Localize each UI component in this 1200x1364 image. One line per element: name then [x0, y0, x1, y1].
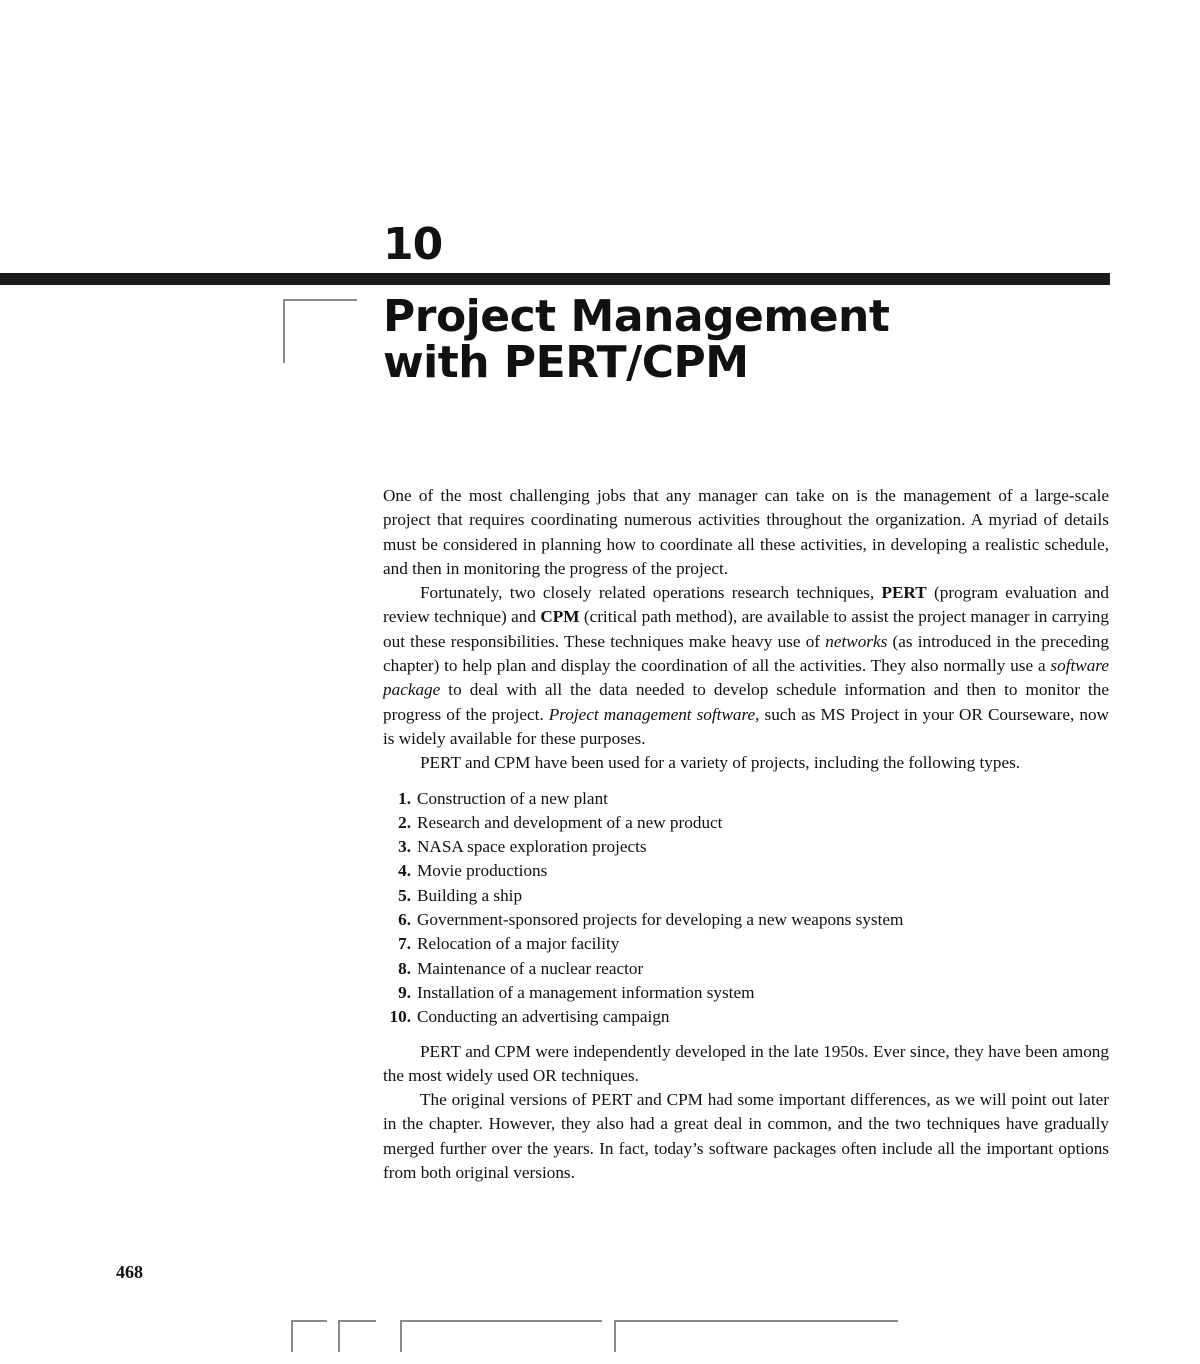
list-item	[383, 908, 1109, 932]
paragraph-pert-cpm	[383, 581, 1109, 751]
list-item-number: 10.	[389, 1007, 411, 1027]
term-networks: networks	[825, 631, 888, 651]
crop-mark	[338, 1320, 376, 1352]
title-corner-mark	[283, 299, 357, 363]
paragraph-intro: One of the most challenging jobs that any manager can take on is the management of a large-scale project that requires coordinating numerous activities throughout the organization. A myriad of details must be considered in planning how to coordinate all these activities, in developing a realistic schedule, and then in monitoring the progress of the project.	[383, 486, 1109, 578]
crop-mark	[400, 1320, 602, 1352]
list-item-number: 4.	[398, 861, 411, 881]
chapter-title-line-2: with PERT/CPM	[383, 337, 749, 388]
text-run: such as MS Project in your OR Courseware, now is widely available for these purposes.	[383, 704, 1109, 748]
list-item-number: 7.	[398, 934, 411, 954]
list-item	[383, 859, 1109, 883]
text-run: (as introduced in the preceding chapter) to help plan and display the coordination of all the activities. They also normally use a	[383, 631, 1109, 676]
list-item-text: Maintenance of a nuclear reactor	[417, 958, 644, 978]
term-pert: PERT	[881, 583, 927, 603]
list-item-text: Conducting an advertising campaign	[417, 1007, 670, 1027]
list-item	[383, 932, 1109, 956]
list-item	[383, 981, 1109, 1005]
list-item-number: 2.	[398, 812, 411, 832]
list-item	[383, 835, 1109, 859]
list-item-number: 3.	[398, 837, 411, 857]
text-run: (program evaluation and review technique) and	[383, 583, 1109, 627]
page-number: 468	[116, 1262, 143, 1282]
list-item-text: Relocation of a major facility	[417, 934, 620, 954]
chapter-number: 10	[383, 219, 443, 270]
list-item-number: 5.	[398, 885, 411, 905]
chapter-title-line-1: Project Management	[383, 291, 890, 342]
list-item-text: Building a ship	[417, 885, 523, 905]
term-project-management-software: Project management software,	[548, 704, 760, 724]
list-item	[383, 811, 1109, 835]
list-item-number: 1.	[398, 788, 411, 808]
list-item-text: Construction of a new plant	[417, 788, 608, 808]
list-item	[383, 957, 1109, 981]
list-item-text: Installation of a management information system	[417, 982, 755, 1002]
paragraph-history: PERT and CPM were independently developed in the late 1950s. Ever since, they have been among the most widely used OR techniques.	[383, 1041, 1109, 1085]
chapter-body	[383, 484, 1109, 1185]
paragraph-uses: PERT and CPM have been used for a variety of projects, including the following types.	[420, 753, 1021, 773]
list-item	[383, 787, 1109, 811]
list-item	[383, 1005, 1109, 1029]
list-item-text: NASA space exploration projects	[417, 837, 647, 857]
list-item-number: 6.	[398, 910, 411, 930]
list-item-number: 8.	[398, 958, 411, 978]
text-run: to deal with all the data needed to develop schedule information and then to monitor the progress of the project.	[383, 680, 1109, 724]
list-item	[383, 884, 1109, 908]
term-cpm: CPM	[540, 607, 580, 627]
list-item-number: 9.	[398, 982, 411, 1002]
crop-mark	[614, 1320, 898, 1352]
chapter-rule	[0, 273, 1110, 285]
chapter-title	[383, 291, 890, 388]
list-item-text: Government-sponsored projects for developing a new weapons system	[417, 910, 904, 930]
paragraph-versions: The original versions of PERT and CPM had some important differences, as we will point out later in the chapter. However, they also had a great deal in common, and the two techniques have gradually merged further over the years. In fact, today’s software packages often include all the important options from both original versions.	[383, 1090, 1109, 1183]
crop-mark	[291, 1320, 327, 1352]
applications-list	[383, 787, 1109, 1030]
text-run: Fortunately, two closely related operations research techniques,	[420, 583, 882, 603]
term-software-package: software package	[383, 656, 1109, 700]
list-item-text: Movie productions	[417, 861, 548, 881]
text-run: (critical path method), are available to assist the project manager in carrying out these responsibilities. These techniques make heavy use of	[383, 607, 1109, 651]
list-item-text: Research and development of a new product	[417, 812, 723, 832]
